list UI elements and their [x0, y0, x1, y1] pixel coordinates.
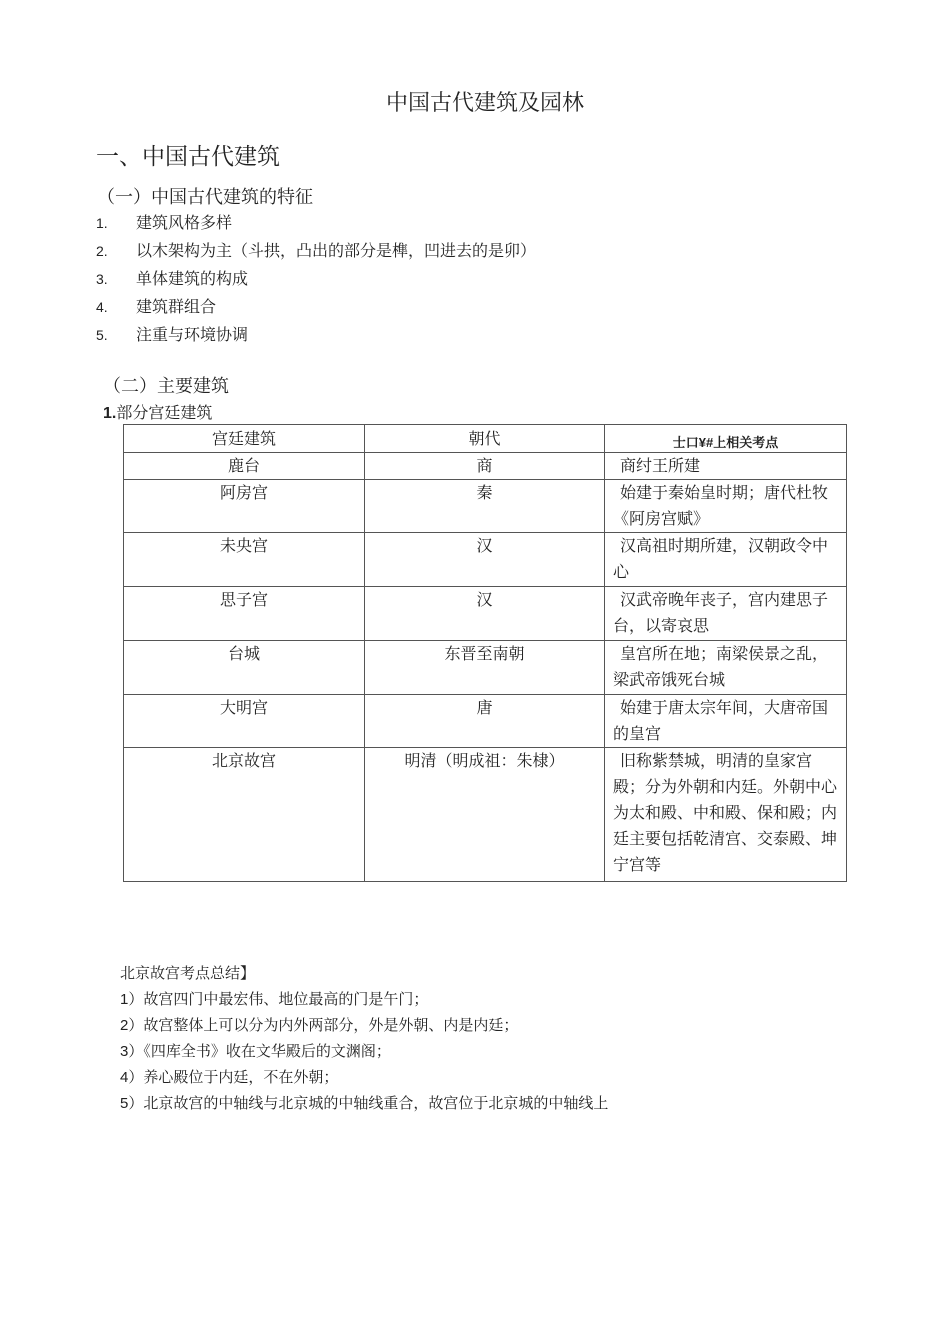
cell-dynasty: 汉 — [365, 533, 605, 587]
subsection-heading-buildings: （二）主要建筑 — [103, 376, 229, 397]
section-heading-1: 一、中国古代建筑 — [96, 144, 280, 170]
list-item — [96, 237, 536, 265]
cell-palace: 阿房宫 — [124, 480, 365, 533]
document-title: 中国古代建筑及园林 — [385, 91, 584, 116]
cell-dynasty: 秦 — [365, 480, 605, 533]
summary-number: 1） — [120, 991, 144, 1008]
summary-item — [120, 1012, 608, 1038]
cell-dynasty: 明清（明成祖：朱棣） — [365, 748, 605, 882]
table-header-row — [124, 425, 847, 453]
cell-note: 商纣王所建 — [605, 453, 847, 480]
cell-palace: 北京故宫 — [124, 748, 365, 882]
summary-item — [120, 1038, 608, 1064]
summary-item — [120, 1064, 608, 1090]
forbidden-city-summary — [120, 960, 608, 1116]
palace-subheading-text: 部分宫廷建筑 — [116, 403, 213, 422]
palace-subheading-number: 1. — [103, 405, 117, 422]
summary-number: 2） — [120, 1017, 144, 1034]
list-item — [96, 209, 536, 237]
table-row — [124, 480, 847, 533]
list-text: 单体建筑的构成 — [136, 269, 249, 288]
cell-note: 汉高祖时期所建，汉朝政令中心 — [605, 533, 847, 587]
summary-text: 故宫四门中最宏伟、地位最高的门是午门； — [143, 990, 429, 1008]
cell-palace: 鹿台 — [124, 453, 365, 480]
list-text: 建筑群组合 — [136, 297, 217, 316]
summary-text: 故宫整体上可以分为内外两部分，外是外朝、内是内廷； — [143, 1016, 519, 1034]
list-item — [96, 265, 536, 293]
cell-dynasty: 商 — [365, 453, 605, 480]
header-dynasty: 朝代 — [365, 425, 605, 453]
summary-number: 5） — [120, 1095, 144, 1112]
summary-number: 4） — [120, 1069, 144, 1086]
list-number: 4. — [96, 299, 108, 315]
cell-palace: 大明宫 — [124, 695, 365, 748]
summary-text: 《四库全书》收在文华殿后的文渊阁； — [143, 1042, 391, 1060]
list-text: 建筑风格多样 — [136, 213, 233, 232]
cell-palace: 思子宫 — [124, 587, 365, 641]
cell-dynasty: 汉 — [365, 587, 605, 641]
list-item — [96, 321, 536, 349]
table-row — [124, 748, 847, 882]
summary-text: 北京故宫的中轴线与北京城的中轴线重合，故宫位于北京城的中轴线上 — [143, 1094, 609, 1112]
table-row — [124, 533, 847, 587]
table-row — [124, 587, 847, 641]
list-text: 注重与环境协调 — [136, 325, 249, 344]
summary-item — [120, 1090, 608, 1116]
list-number: 3. — [96, 271, 108, 287]
subsection-heading-features: （一）中国古代建筑的特征 — [97, 187, 313, 208]
list-number: 5. — [96, 327, 108, 343]
list-number: 2. — [96, 243, 108, 259]
cell-note: 汉武帝晚年丧子，宫内建思子台，以寄哀思 — [605, 587, 847, 641]
list-number: 1. — [96, 215, 108, 231]
table-row — [124, 641, 847, 695]
cell-note: 始建于唐太宗年间，大唐帝国的皇宫 — [605, 695, 847, 748]
list-item — [96, 293, 536, 321]
summary-heading: 北京故宫考点总结】 — [120, 964, 256, 982]
list-text: 以木架构为主（斗拱，凸出的部分是榫，凹进去的是卯） — [136, 241, 537, 260]
cell-note: 旧称紫禁城，明清的皇家宫殿；分为外朝和内廷。外朝中心为太和殿、中和殿、保和殿；内廷主要包括乾清宫、交泰殿、坤宁宫等 — [605, 748, 847, 882]
header-palace: 宫廷建筑 — [124, 425, 365, 453]
table-row — [124, 695, 847, 748]
cell-palace: 台城 — [124, 641, 365, 695]
cell-palace: 未央宫 — [124, 533, 365, 587]
palace-table — [123, 424, 847, 882]
table-row — [124, 453, 847, 480]
cell-dynasty: 唐 — [365, 695, 605, 748]
cell-note: 始建于秦始皇时期；唐代杜牧《阿房宫赋》 — [605, 480, 847, 533]
cell-note: 皇宫所在地；南梁侯景之乱，梁武帝饿死台城 — [605, 641, 847, 695]
summary-item — [120, 986, 608, 1012]
summary-number: 3） — [120, 1043, 144, 1060]
header-notes: 士口¥#上相关考点 — [605, 425, 847, 453]
summary-text: 养心殿位于内廷，不在外朝； — [143, 1068, 339, 1086]
features-list — [96, 209, 536, 349]
cell-dynasty: 东晋至南朝 — [365, 641, 605, 695]
palace-subheading — [103, 400, 212, 423]
